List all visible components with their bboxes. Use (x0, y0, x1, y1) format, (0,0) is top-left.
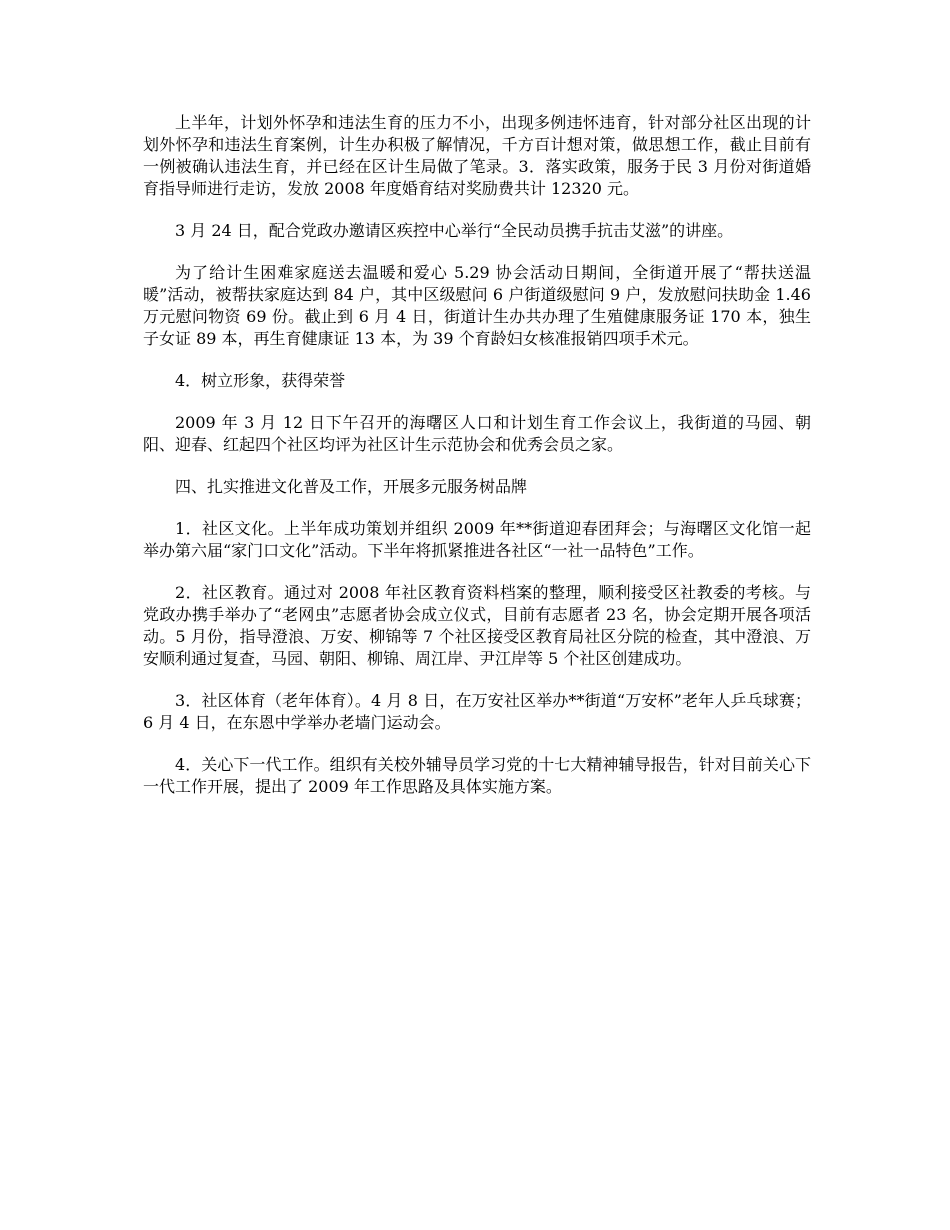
document-body (143, 112, 811, 818)
paragraph-community-education: 2．社区教育。通过对 2008 年社区教育资料档案的整理，顺利接受区社教委的考核。与党政办携手举办了“老网虫”志愿者协会成立仪式，目前有志愿者 23 名，协会定期开展各项活动。5 月份，指导澄浪、万安、柳锦等 7 个社区接受区教育局社区分院的检查，其中澄浪、万安顺利通过复查，马园、朝阳、柳锦、周江岸、尹江岸等 5 个社区创建成功。 (143, 583, 811, 668)
section-heading-image-honor: 4．树立形象，获得荣誉 (175, 371, 346, 390)
paragraph-next-generation: 4．关心下一代工作。组织有关校外辅导员学习党的十七大精神辅导报告，针对目前关心下一代工作开展，提出了 2009 年工作思路及具体实施方案。 (143, 755, 811, 796)
paragraph-warmth-campaign: 为了给计生困难家庭送去温暖和爱心 5.29 协会活动日期间，全街道开展了“帮扶送温暖”活动，被帮扶家庭达到 84 户，其中区级慰问 6 户街道级慰问 9 户，发放慰问扶助金 1.46 万元慰问物资 69 份。截止到 6 月 4 日，街道计生办共办理了生殖健康服务证 170 本，独生子女证 89 本，再生育健康证 13 本，为 39 个育龄妇女核准报销四项手术元。 (143, 263, 811, 348)
paragraph-family-planning-pressure: 上半年，计划外怀孕和违法生育的压力不小，出现多例违怀违育，针对部分社区出现的计划外怀孕和违法生育案例，计生办积极了解情况，千方百计想对策，做思想工作，截止目前有一例被确认违法生育，并已经在区计生局做了笔录。3．落实政策，服务于民 3 月份对街道婚育指导师进行走访，发放 2008 年度婚育结对奖励费共计 12320 元。 (143, 113, 811, 198)
section-heading-culture: 四、扎实推进文化普及工作，开展多元服务树品牌 (175, 477, 528, 496)
paragraph-community-culture: 1．社区文化。上半年成功策划并组织 2009 年**街道迎春团拜会；与海曙区文化馆一起举办第六届“家门口文化”活动。下半年将抓紧推进各社区“一社一品特色”工作。 (143, 519, 811, 560)
paragraph-honor-awards: 2009 年 3 月 12 日下午召开的海曙区人口和计划生育工作会议上，我街道的马园、朝阳、迎春、红起四个社区均评为社区计生示范协会和优秀会员之家。 (143, 413, 811, 454)
paragraph-aids-lecture: 3 月 24 日，配合党政办邀请区疾控中心举行“全民动员携手抗击艾滋”的讲座。 (175, 221, 734, 240)
paragraph-community-sports: 3．社区体育（老年体育）。4 月 8 日，在万安社区举办**街道“万安杯”老年人乒乓球赛；6 月 4 日，在东恩中学举办老墙门运动会。 (143, 691, 811, 732)
